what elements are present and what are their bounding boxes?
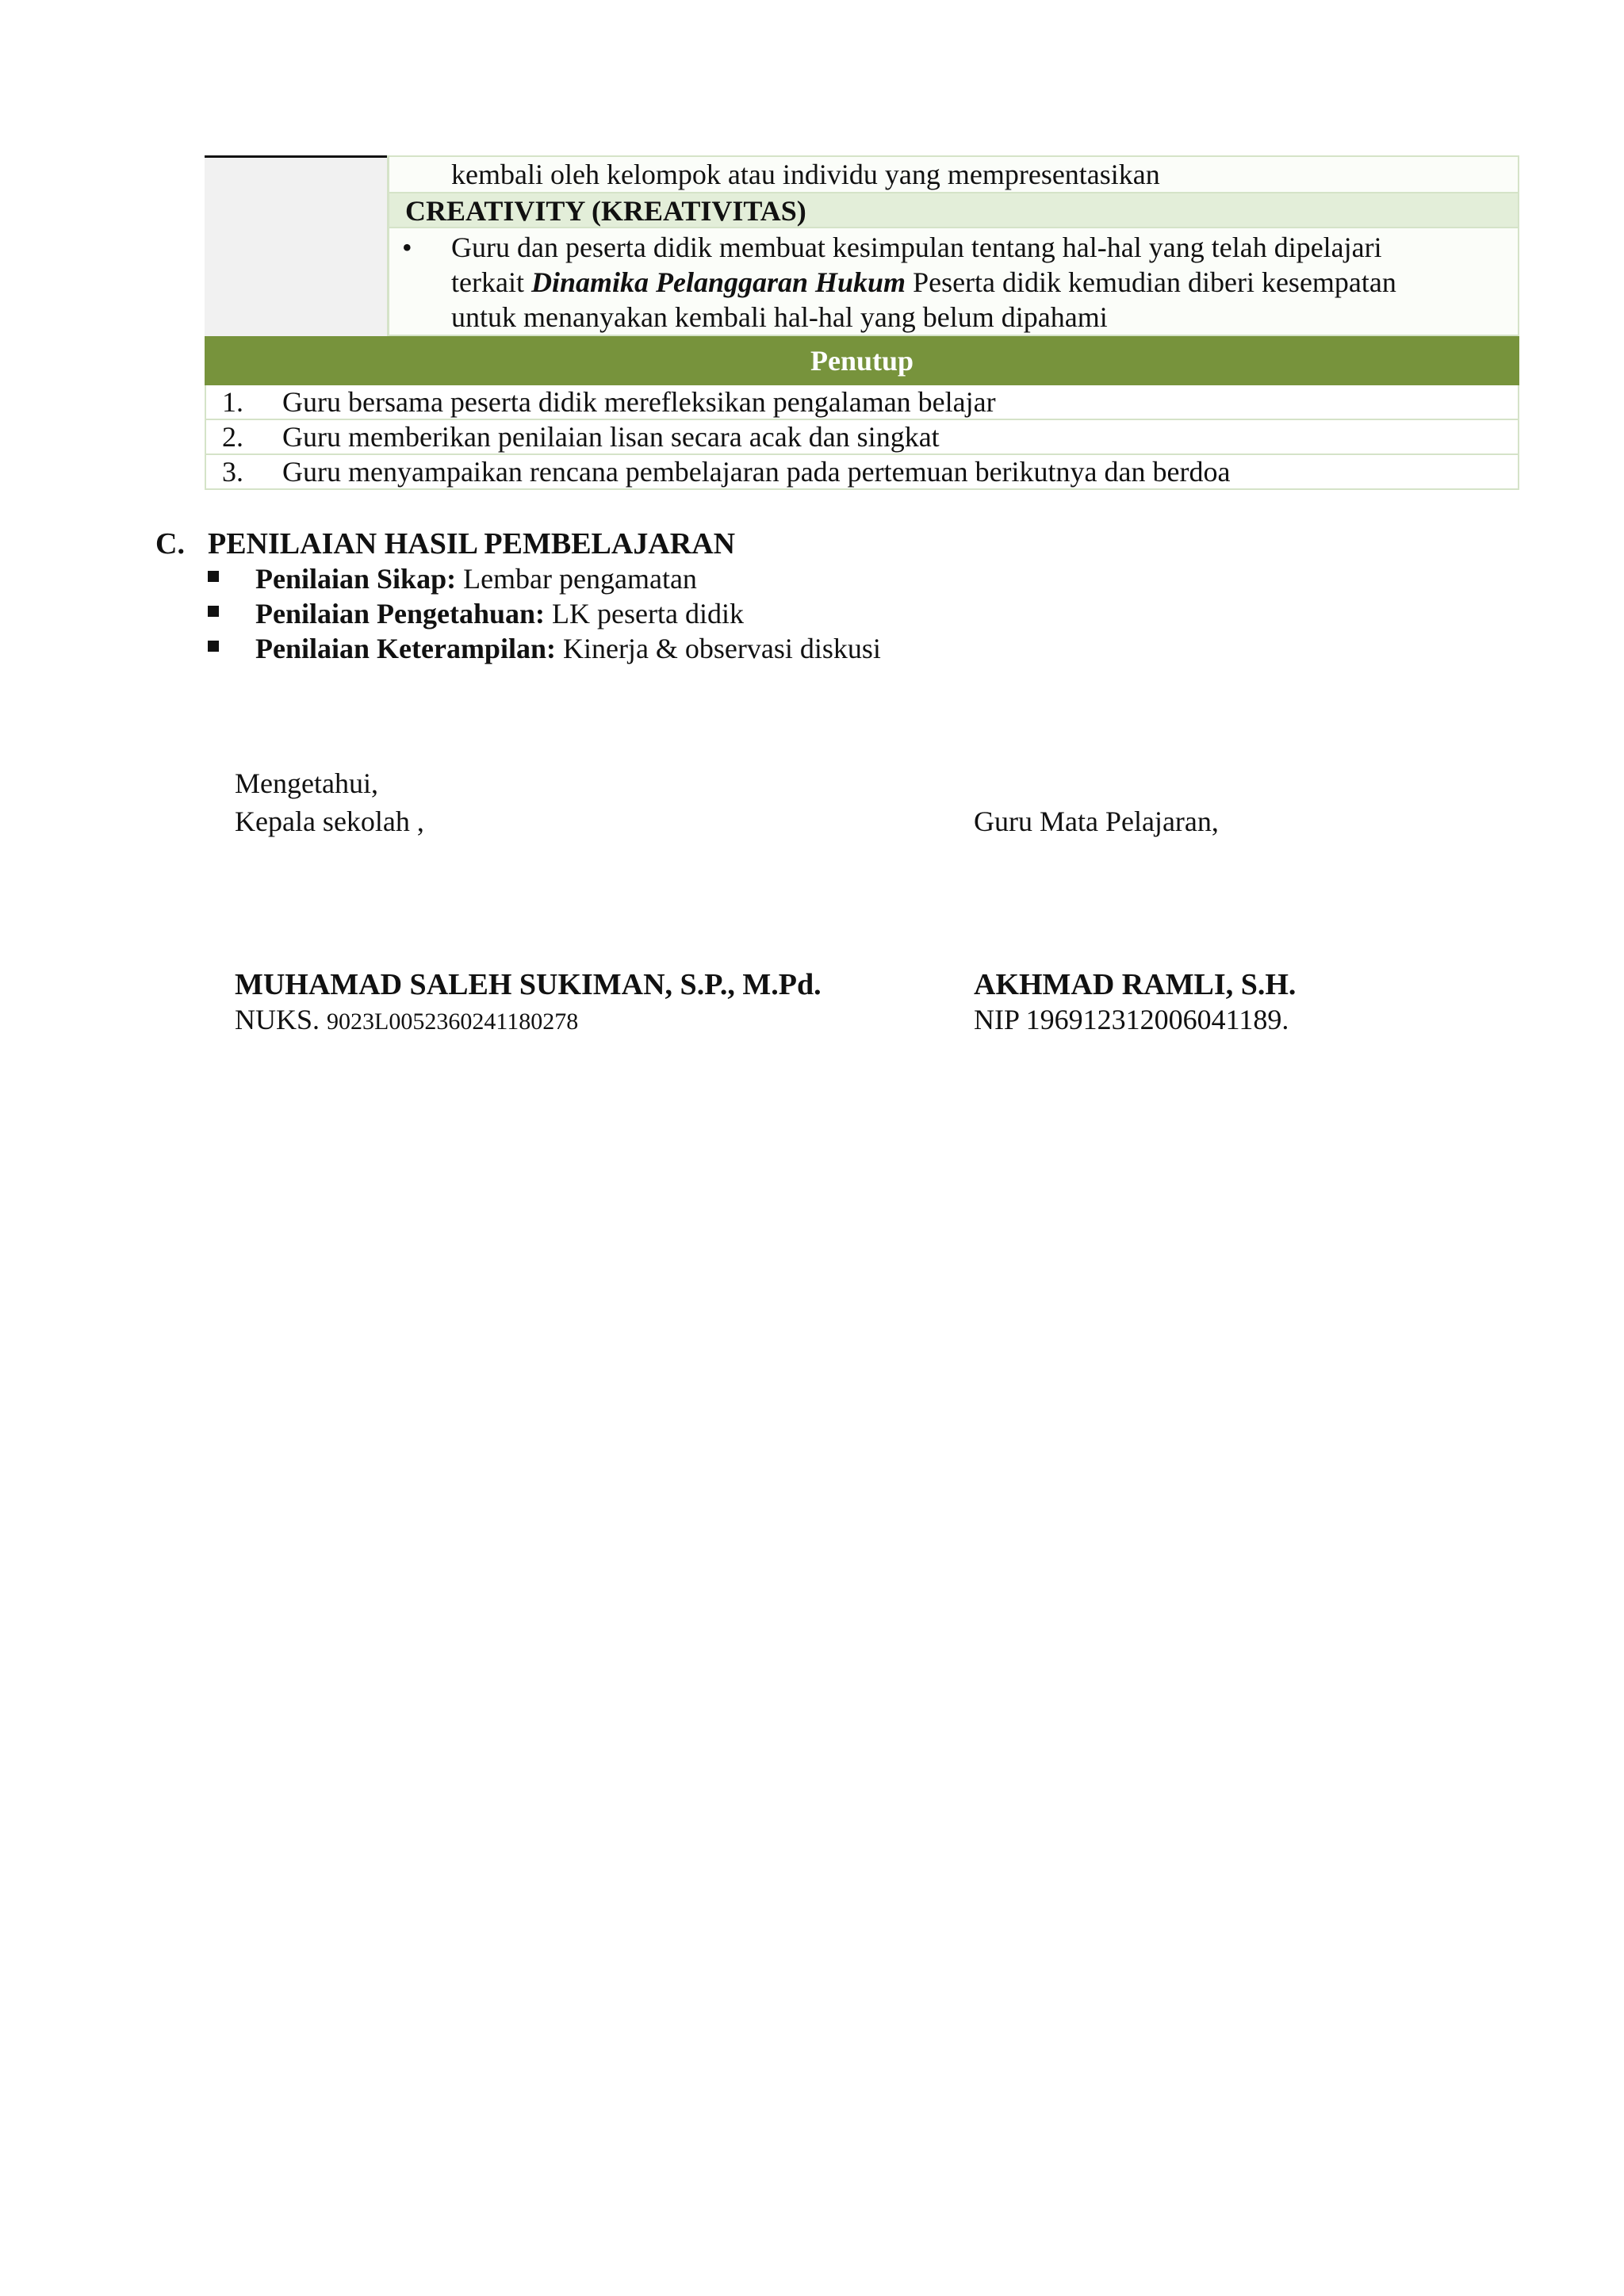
- closing-number: 3.: [222, 456, 243, 488]
- principal-id-number: 9023L0052360241180278: [327, 1008, 579, 1035]
- section-title: PENILAIAN HASIL PEMBELAJARAN: [208, 527, 736, 561]
- closing-text: Guru bersama peserta didik merefleksikan pengalaman belajar: [282, 386, 996, 418]
- assessment-label: Penilaian Keterampilan:: [255, 633, 556, 664]
- principal-id: [235, 1002, 578, 1039]
- activity-cell: [387, 155, 1519, 336]
- square-bullet-icon: [208, 606, 219, 617]
- creativity-title: CREATIVITY (KREATIVITAS): [405, 195, 806, 227]
- creativity-line-2-suffix: Peserta didik kemudian diberi kesempatan: [906, 266, 1396, 298]
- table-left-column-cell: [205, 155, 387, 336]
- section-c-heading: [155, 526, 735, 561]
- teacher-name: AKHMAD RAMLI, S.H.: [974, 968, 1297, 1001]
- square-bullet-icon: [208, 571, 219, 582]
- assessment-label: Penilaian Sikap:: [255, 563, 457, 595]
- teacher-title: Guru Mata Pelajaran,: [974, 806, 1219, 837]
- teacher-id: NIP 196912312006041189.: [974, 1004, 1289, 1035]
- principal-title: Kepala sekolah ,: [235, 806, 424, 837]
- assessment-value: LK peserta didik: [545, 598, 744, 629]
- closing-text: Guru menyampaikan rencana pembelajaran pada pertemuan berikutnya dan berdoa: [282, 456, 1231, 488]
- closing-row: [205, 420, 1519, 455]
- closing-number: 2.: [222, 421, 243, 453]
- creativity-line-2-prefix: terkait: [451, 266, 531, 298]
- closing-header: Penutup: [205, 336, 1519, 385]
- principal-id-prefix: NUKS.: [235, 1004, 327, 1035]
- creativity-line-3: untuk menanyakan kembali hal-hal yang belum dipahami: [451, 301, 1108, 333]
- closing-text: Guru memberikan penilaian lisan secara acak dan singkat: [282, 421, 940, 453]
- closing-row: [205, 385, 1519, 420]
- creativity-line-1: Guru dan peserta didik membuat kesimpulan tentang hal-hal yang telah dipelajari: [451, 232, 1382, 263]
- square-bullet-icon: [208, 641, 219, 652]
- bullet-icon: •: [402, 232, 412, 263]
- creativity-line-2: [451, 265, 1396, 300]
- section-letter: C.: [155, 527, 185, 561]
- acknowledgement-text: Mengetahui,: [235, 767, 378, 799]
- continuation-text: kembali oleh kelompok atau individu yang mempresentasikan: [451, 159, 1160, 190]
- closing-row: [205, 455, 1519, 490]
- creativity-header: [389, 192, 1518, 228]
- closing-number: 1.: [222, 386, 243, 418]
- assessment-value: Kinerja & observasi diskusi: [555, 633, 881, 664]
- topic-emphasis: Dinamika Pelanggaran Hukum: [530, 266, 906, 298]
- principal-name: MUHAMAD SALEH SUKIMAN, S.P., M.Pd.: [235, 968, 822, 1001]
- assessment-label: Penilaian Pengetahuan:: [255, 598, 546, 629]
- assessment-value: Lembar pengamatan: [456, 563, 697, 595]
